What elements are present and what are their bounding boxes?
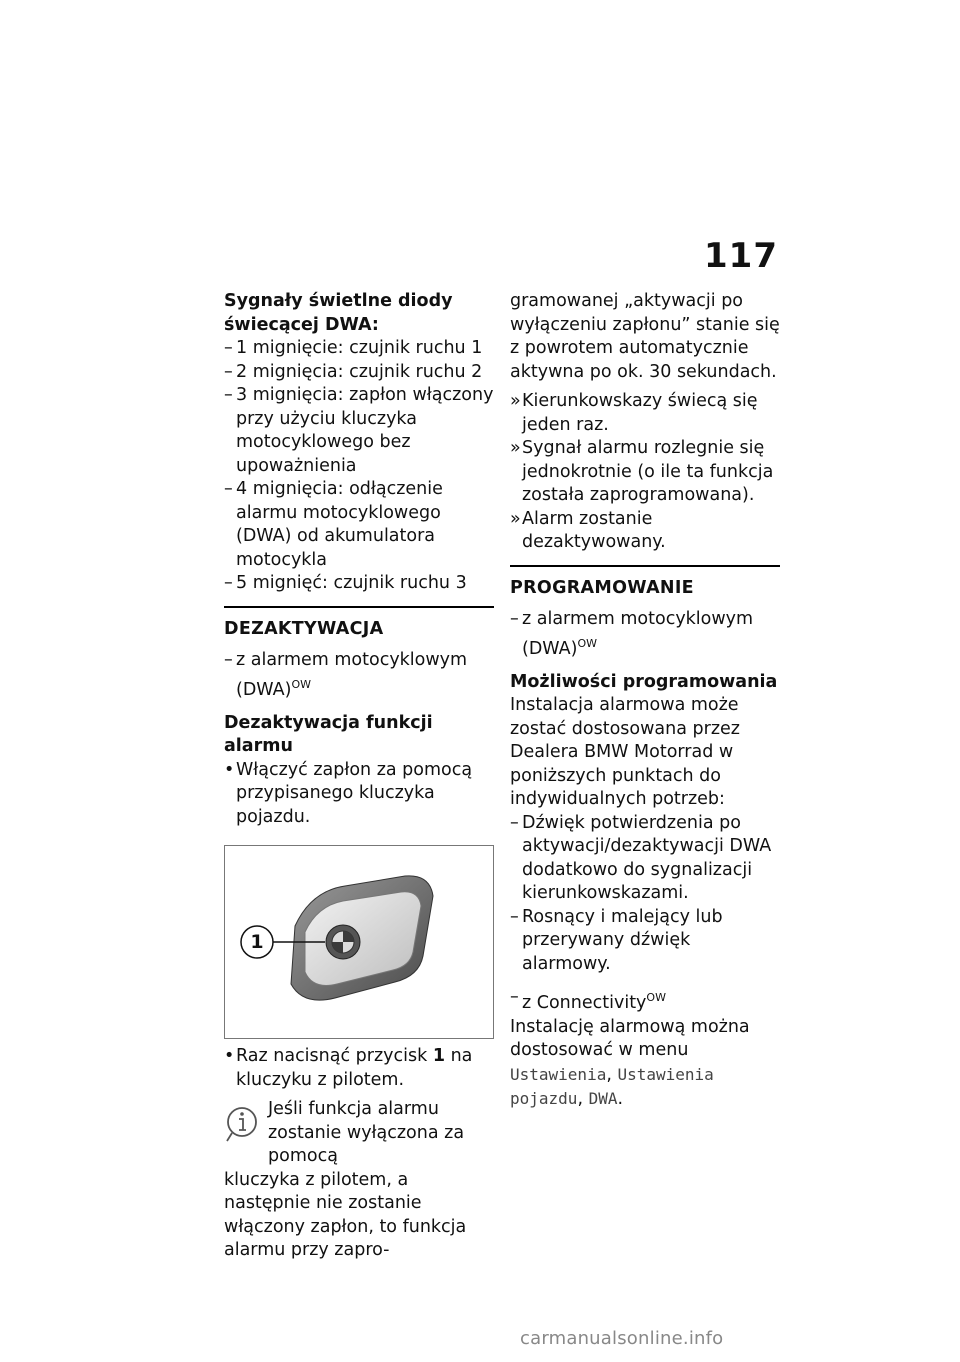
step-bold-number: 1 bbox=[432, 1046, 445, 1067]
option-item: – Rosnący i malejący lub przerywany dźwięk alarmowy. bbox=[510, 906, 780, 977]
connectivity-body-text: Instalację alarmową można dostosować w menu bbox=[510, 1016, 750, 1061]
menu-path-settings: Ustawienia bbox=[510, 1064, 607, 1084]
variant-text: z alarmem motocyklowym (DWA) bbox=[522, 609, 754, 659]
menu-separator: , bbox=[577, 1089, 589, 1110]
continuation-text: gramowanej „aktywacji po wyłączeniu zapłonu” stanie się z powrotem automatycznie aktywna po ok. 30 sekundach. bbox=[510, 291, 780, 382]
key-fob-illustration bbox=[225, 846, 493, 1038]
signals-heading-line2: świecącej DWA: bbox=[224, 314, 379, 335]
menu-separator: , bbox=[606, 1064, 618, 1085]
left-column bbox=[224, 290, 494, 1263]
list-item: – 2 mignięcia: czujnik ruchu 2 bbox=[224, 361, 494, 385]
watermark-text: carmanualsonline.info bbox=[520, 1328, 724, 1349]
option-item: – Dźwięk potwierdzenia po aktywacji/dezaktywacji DWA dodatkowo do sygnalizacji kierunkowskazami. bbox=[510, 812, 780, 906]
list-item: – 1 mignięcie: czujnik ruchu 1 bbox=[224, 337, 494, 361]
info-icon bbox=[224, 1100, 260, 1144]
sentence-end: . bbox=[617, 1089, 624, 1110]
result-item: » Alarm zostanie dezaktywowany. bbox=[510, 508, 780, 555]
programming-body: Instalacja alarmowa może zostać dostosowana przez Dealera BMW Motorrad w poniższych punktach do indywidualnych potrzeb: bbox=[510, 695, 740, 810]
programming-subheading: Możliwości programowania bbox=[510, 671, 778, 692]
connectivity-variant bbox=[510, 986, 780, 1015]
step-item bbox=[224, 1045, 494, 1092]
list-item: – 4 mignięcia: odłączenie alarmu motocyklowego (DWA) od akumulatora motocykla bbox=[224, 478, 494, 572]
menu-path-dwa: DWA bbox=[588, 1089, 618, 1109]
list-item: – 5 mignięć: czujnik ruchu 3 bbox=[224, 572, 494, 596]
connectivity-sup: OW bbox=[646, 991, 666, 1005]
signals-heading-line1: Sygnały świetlne diody bbox=[224, 291, 453, 311]
variant-item bbox=[224, 649, 494, 702]
figure-callout-label: 1 bbox=[250, 931, 264, 954]
result-item: » Sygnał alarmu rozlegnie się jednokrotnie (o ile ta funkcja została zaprogramowana). bbox=[510, 437, 780, 508]
connectivity-text: z Connectivity bbox=[522, 993, 647, 1014]
step-item: • Włączyć zapłon za pomocą przypisanego kluczyka pojazdu. bbox=[224, 759, 494, 830]
variant-list-right bbox=[510, 608, 780, 661]
list-item: – 3 mignięcia: zapłon włączony przy użyciu kluczyka motocyklowego bez upoważnienia bbox=[224, 384, 494, 478]
menu-path-vehicle-settings: Ustawienia pojazdu bbox=[510, 1064, 714, 1109]
info-note bbox=[224, 1098, 494, 1263]
page-number: 117 bbox=[704, 236, 778, 276]
options-list bbox=[510, 812, 780, 977]
steps-list-2 bbox=[224, 1045, 494, 1092]
section-title-programming: PROGRAMOWANIE bbox=[510, 565, 780, 601]
variant-item bbox=[510, 608, 780, 661]
variant-text: z alarmem motocyklowym (DWA) bbox=[236, 650, 468, 700]
key-fob-figure bbox=[224, 845, 494, 1039]
variant-sup: OW bbox=[577, 636, 597, 650]
signals-list bbox=[224, 337, 494, 596]
result-item: » Kierunkowskazy świecą się jeden raz. bbox=[510, 390, 780, 437]
steps-list bbox=[224, 759, 494, 830]
right-column bbox=[510, 290, 780, 1112]
variant-sup: OW bbox=[291, 677, 311, 691]
results-list bbox=[510, 390, 780, 555]
connectivity-body bbox=[510, 1016, 780, 1112]
connectivity-item bbox=[510, 986, 780, 1015]
signals-heading bbox=[224, 290, 494, 337]
deactivation-subheading: Dezaktywacja funkcji alarmu bbox=[224, 712, 433, 757]
note-text-rest: kluczyka z pilotem, a następnie nie zostanie włączony zapłon, to funkcja alarmu przy zapro- bbox=[224, 1169, 467, 1261]
note-text-first: Jeśli funkcja alarmu zostanie wyłączona za pomocą bbox=[268, 1099, 465, 1167]
step-text: na kluczyku z pilotem. bbox=[236, 1046, 473, 1090]
section-title-deactivation: DEZAKTYWACJA bbox=[224, 606, 494, 642]
step-text: Raz nacisnąć przycisk bbox=[236, 1046, 433, 1067]
variant-list bbox=[224, 649, 494, 702]
